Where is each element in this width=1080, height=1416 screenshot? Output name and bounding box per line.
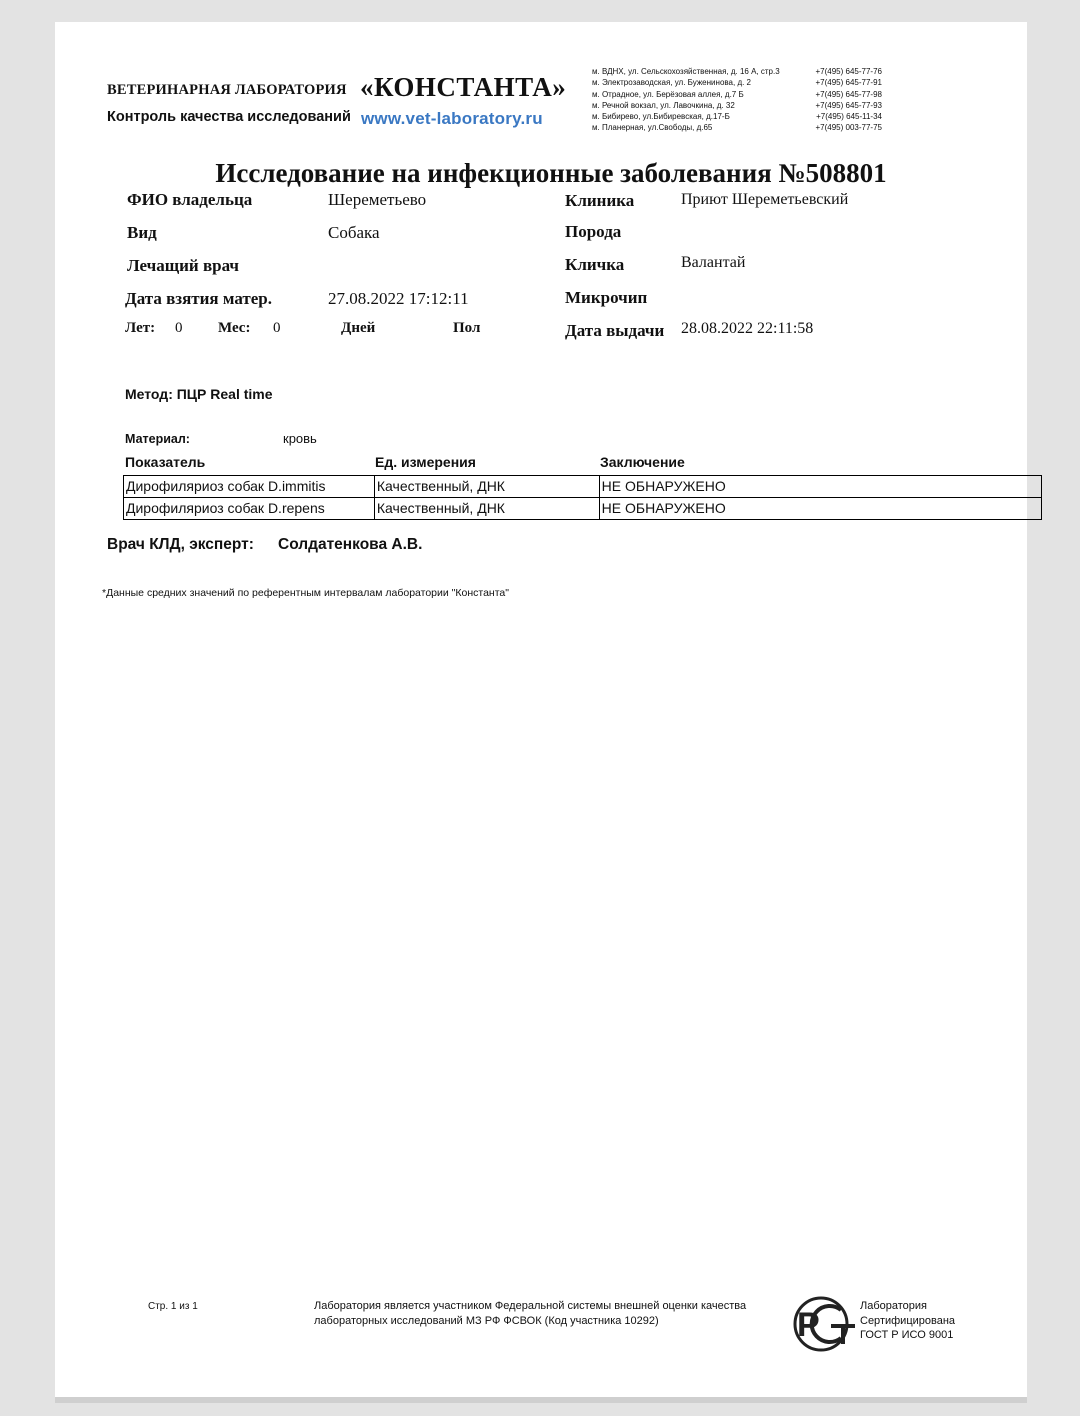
material-label: Материал: bbox=[125, 432, 190, 446]
species-label: Вид bbox=[127, 223, 157, 242]
branch-address: м. Планерная, ул.Свободы, д.65 bbox=[592, 123, 713, 133]
method-text: Метод: ПЦР Real time bbox=[125, 386, 273, 402]
branch-item bbox=[592, 77, 882, 88]
svg-text:Р: Р bbox=[797, 1306, 820, 1344]
expert-label: Врач КЛД, эксперт: bbox=[107, 536, 254, 553]
breed-label: Порода bbox=[565, 222, 622, 241]
attending-doctor-label: Лечащий врач bbox=[127, 256, 239, 275]
rst-certification-logo-icon bbox=[791, 1294, 859, 1354]
column-header-unit: Ед. измерения bbox=[375, 454, 476, 470]
material-value: кровь bbox=[283, 431, 317, 446]
branch-address: м. Речной вокзал, ул. Лавочкина, д. 32 bbox=[592, 100, 735, 110]
branch-phone: +7(495) 645-77-91 bbox=[815, 78, 882, 88]
sample-date-label: Дата взятия матер. bbox=[125, 289, 272, 308]
branch-address: м. Бибирево, ул.Бибиревская, д.17-Б bbox=[592, 112, 730, 122]
issue-date-label: Дата выдачи bbox=[565, 321, 665, 340]
branch-phone: +7(495) 645-77-76 bbox=[815, 67, 882, 76]
clinic-value: Приют Шереметьевский bbox=[681, 191, 849, 208]
branch-address: м. Электрозаводская, ул. Буженинова, д. 2 bbox=[592, 78, 752, 88]
branch-item bbox=[592, 66, 882, 77]
issue-date-value: 28.08.2022 22:11:58 bbox=[681, 320, 814, 337]
branch-address: м. ВДНХ, ул. Сельскохозяйственная, д. 16 А, стр.3 bbox=[592, 67, 780, 76]
microchip-label: Микрочип bbox=[565, 288, 648, 307]
branch-item bbox=[592, 100, 882, 111]
nickname-value: Валантай bbox=[681, 254, 746, 271]
conclusion-cell: НЕ ОБНАРУЖЕНО bbox=[599, 498, 1041, 520]
unit-cell: Качественный, ДНК bbox=[374, 476, 599, 498]
owner-label: ФИО владельца bbox=[127, 190, 253, 209]
months-value: 0 bbox=[273, 320, 281, 336]
results-table bbox=[123, 475, 1042, 520]
expert-name: Солдатенкова А.В. bbox=[278, 536, 423, 553]
species-value: Собака bbox=[328, 223, 380, 242]
branch-item bbox=[592, 111, 882, 122]
unit-cell: Качественный, ДНК bbox=[374, 498, 599, 520]
footnote: *Данные средних значений по референтным интервалам лаборатории "Константа" bbox=[102, 587, 509, 599]
sample-date-value: 27.08.2022 17:12:11 bbox=[328, 289, 469, 308]
sex-label: Пол bbox=[453, 320, 481, 336]
cert-line: ГОСТ Р ИСО 9001 bbox=[860, 1329, 954, 1341]
cert-line: Лаборатория bbox=[860, 1300, 927, 1312]
lab-tagline: Контроль качества исследований bbox=[107, 109, 351, 125]
years-value: 0 bbox=[175, 320, 183, 336]
branch-list bbox=[592, 66, 882, 134]
page-number: Стр. 1 из 1 bbox=[148, 1301, 198, 1312]
cert-line: Сертифицирована bbox=[860, 1314, 956, 1327]
conclusion-cell: НЕ ОБНАРУЖЕНО bbox=[599, 476, 1041, 498]
column-header-conclusion: Заключение bbox=[600, 454, 685, 470]
lab-name: «КОНСТАНТА» bbox=[360, 72, 567, 102]
branch-address: м. Отрадное, ул. Берёзовая аллея, д.7 Б bbox=[592, 89, 744, 99]
branch-item bbox=[592, 122, 882, 133]
branch-phone: +7(495) 645-77-93 bbox=[815, 100, 882, 110]
branch-item bbox=[592, 89, 882, 100]
months-label: Мес: bbox=[218, 320, 251, 336]
table-row bbox=[124, 476, 1042, 498]
branch-phone: +7(495) 003-77-75 bbox=[815, 123, 882, 133]
nickname-label: Кличка bbox=[565, 255, 625, 274]
clinic-label: Клиника bbox=[565, 191, 635, 210]
report-title: Исследование на инфекционные заболевания №508801 bbox=[215, 158, 887, 188]
lab-website-link[interactable]: www.vet-laboratory.ru bbox=[361, 109, 543, 128]
indicator-cell: Дирофиляриоз собак D.immitis bbox=[124, 476, 375, 498]
years-label: Лет: bbox=[125, 320, 156, 336]
lab-prefix: ВЕТЕРИНАРНАЯ ЛАБОРАТОРИЯ bbox=[107, 82, 347, 98]
column-header-indicator: Показатель bbox=[125, 454, 206, 470]
days-label: Дней bbox=[341, 320, 376, 336]
indicator-cell: Дирофиляриоз собак D.repens bbox=[124, 498, 375, 520]
certification-note bbox=[860, 1299, 980, 1343]
table-row bbox=[124, 498, 1042, 520]
report-page bbox=[55, 22, 1027, 1397]
branch-phone: +7(495) 645-77-98 bbox=[815, 89, 882, 99]
branch-phone: +7(495) 645-11-34 bbox=[816, 112, 882, 122]
owner-value: Шереметьево bbox=[328, 190, 427, 209]
page-shadow bbox=[55, 1397, 1027, 1403]
federal-system-note: Лаборатория является участником Федеральной системы внешней оценки качества лабораторных исследований МЗ РФ ФСВОК (Код участника 10292) bbox=[314, 1300, 747, 1327]
